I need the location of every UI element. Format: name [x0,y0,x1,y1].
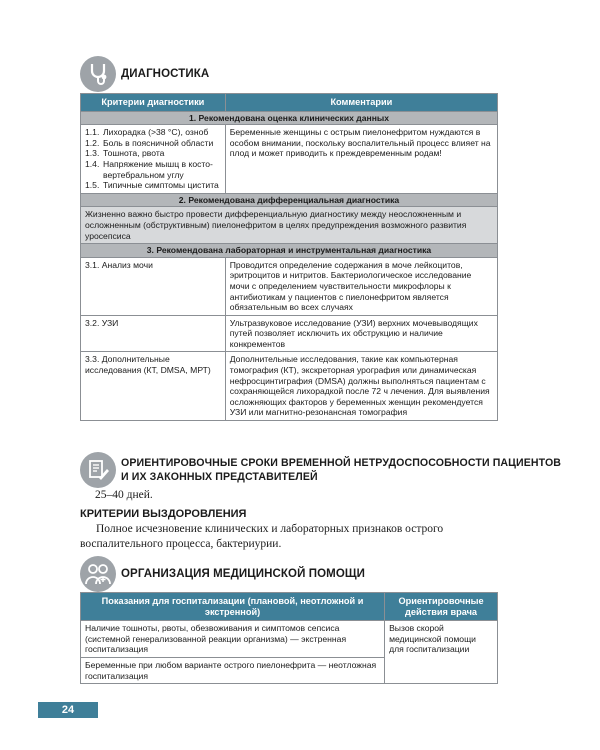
table-row [81,257,498,315]
diagnostics-table [80,93,498,421]
disability-title: ОРИЕНТИРОВОЧНЫЕ СРОКИ ВРЕМЕННОЙ НЕТРУДОСПОСОБНОСТИ ПАЦИЕНТОВ И ИХ ЗАКОННЫХ ПРЕДСТАВИТЕЛЕЙ [121,457,562,483]
organization-title: ОРГАНИЗАЦИЯ МЕДИЦИНСКОЙ ПОМОЩИ [121,568,366,580]
recovery-title: КРИТЕРИИ ВЫЗДОРОВЛЕНИЯ [80,508,247,520]
list-item: 1.2. Боль в поясничной области [85,137,214,148]
action-cell: Вызов скорой медицинской помощи для госпитализации [385,621,498,684]
indication-cell: Беременные при любом варианте острого пиелонефрита — неотложная госпитализация [81,657,385,683]
clinical-comment-cell: Беременные женщины с острым пиелонефритом нуждаются в особом внимании, поскольку воспалительный процесс влияет на плод и может приводить к преждевременным родам! [225,125,497,194]
section-2-heading: 2. Рекомендована дифференциальная диагностика [81,193,498,207]
clinical-criteria-list [85,127,221,191]
section-3-heading: 3. Рекомендована лабораторная и инструментальная диагностика [81,244,498,258]
criterion-cell: 3.1. Анализ мочи [81,257,226,315]
comment-cell: Ультразвуковое исследование (УЗИ) верхних мочевыводящих путей позволяет исключить их обструкцию и наличие конкрементов [225,315,497,352]
column-header-indications: Показания для госпитализации (плановой, неотложной и экстренной) [81,593,385,621]
recovery-text: Полное исчезновение клинических и лабораторных признаков острого воспалительного процесса, бактериурии. [80,523,444,550]
table-row [81,315,498,352]
diagnostics-title: ДИАГНОСТИКА [121,68,210,80]
column-header-criteria: Критерии диагностики [81,94,226,112]
diagnostics-heading [80,56,209,92]
indication-cell: Наличие тошноты, рвоты, обезвоживания и симптомов сепсиса (системной генерализованной реакции организма) — экстренная госпитализация [81,621,385,658]
section-1-heading: 1. Рекомендована оценка клинических данных [81,111,498,125]
criterion-cell: 3.2. УЗИ [81,315,226,352]
list-item: 1.5. Типичные симптомы цистита [85,180,219,191]
list-item: 1.1. Лихорадка (>38 °С), озноб [85,127,209,138]
hospitalization-table [80,592,498,684]
organization-heading [80,556,365,592]
page-number: 24 [38,702,98,718]
comment-cell: Дополнительные исследования, такие как компьютерная томография (КТ), экскреторная урография или динамическая нефросцинтиграфия (DMSA) должны выполняться пациентам с сохраняющейся лихорадкой после 72 ч лечения. Для выявления осложняющих факторов у беременных женщин рекомендуется УЗИ или магнитно-резонансная томография [225,352,497,421]
medical-team-icon [80,556,116,592]
table-row [81,352,498,421]
column-header-comments: Комментарии [225,94,497,112]
section-2-text: Жизненно важно быстро провести дифференциальную диагностику между неосложненным и осложненным (обструктивным) пиелонефритом в целях предупреждения возможного развития уросепсиса [81,207,498,244]
comment-cell: Проводится определение содержания в моче лейкоцитов, эритроцитов и нитритов. Бактериологическое исследование мочи с определением чувствительности микрофлоры к антибиотикам у пациентов с пиелонефритом является обязательным во всех случаях [225,257,497,315]
table-row [81,621,498,658]
list-item: 1.3. Тошнота, рвота [85,148,165,159]
column-header-actions: Ориентировочные действия врача [385,593,498,621]
clinical-criteria-cell [81,125,226,194]
disability-value: 25–40 дней. [95,489,153,501]
criterion-cell: 3.3. Дополнительные исследования (КТ, DMSA, МРТ) [81,352,226,421]
disability-heading [80,452,561,488]
stethoscope-icon [80,56,116,92]
document-pen-icon [80,452,116,488]
list-item: 1.4. Напряжение мышц в косто- вертебральном углу [85,158,213,180]
